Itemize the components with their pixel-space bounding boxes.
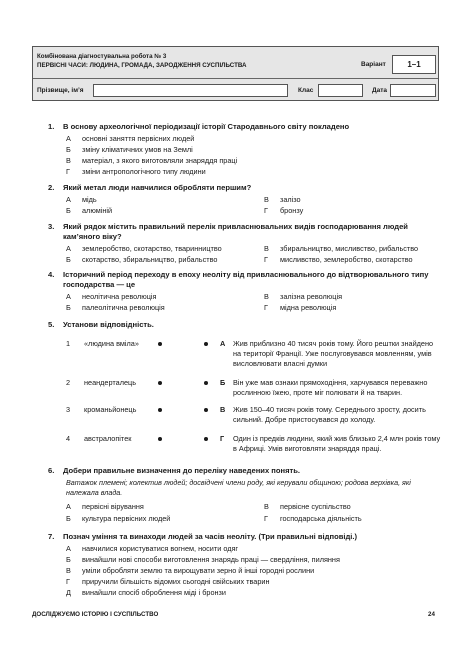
option-text: навчилися користуватися вогнем, носити одяг (82, 544, 239, 553)
option-letter: Б (66, 303, 71, 312)
match-right-description: Жив 150–40 тисяч років тому. Середнього зросту, досить сильний. Добре пристосувався до холоду. (233, 405, 426, 424)
concepts-list: Ватажок племені; колектив людей; досвідчені члени роду, які керували общиною; родова верхівка, які належала влада. (66, 478, 411, 497)
name-field[interactable] (93, 84, 288, 97)
match-right-dot[interactable] (204, 342, 208, 346)
option-letter: В (66, 156, 71, 165)
question-number: 5. (48, 320, 55, 329)
option-text: уміли обробляти землю та вирощувати зерно й інші городні рослини (82, 566, 315, 575)
match-left-dot[interactable] (158, 437, 162, 441)
match-right-description: Він уже мав ознаки прямоходіння, харчувався переважно рослинною їжею, проте міг полювати й на тварин. (233, 378, 428, 397)
question-text: Добери правильне визначення до переліку наведених понять. (63, 466, 301, 475)
option-letter: Г (66, 577, 70, 586)
option-text: бронзу (280, 206, 304, 215)
option-letter: А (66, 292, 71, 301)
option-text: неолітична революція (82, 292, 157, 301)
option-text: залізо (280, 195, 301, 204)
option-letter: Б (66, 514, 71, 523)
option-text: мідна революція (280, 303, 337, 312)
match-left-number: 1 (66, 339, 71, 348)
option-letter: Б (66, 555, 71, 564)
question-text: Який метал люди навчилися обробляти першим? (63, 183, 252, 192)
option-text: алюміній (82, 206, 113, 215)
worksheet-header (32, 46, 439, 101)
option-letter: Б (66, 255, 71, 264)
page-number: 24 (428, 611, 435, 618)
match-right-dot[interactable] (204, 408, 208, 412)
question-number: 2. (48, 183, 55, 192)
match-left-number: 2 (66, 378, 71, 387)
worksheet-title-line1: Комбінована діагностувальна робота № 3 (37, 53, 167, 60)
option-letter: Г (264, 255, 268, 264)
option-text: винайшли нові способи виготовлення знарядь праці — свердління, пиляння (82, 555, 340, 564)
question-text: В основу археологічної періодизації історії Стародавнього світу покладено (63, 122, 350, 131)
option-text: палеолітична революція (82, 303, 165, 312)
option-letter: А (66, 134, 71, 143)
option-letter: А (66, 244, 71, 253)
match-right-dot[interactable] (204, 437, 208, 441)
match-left-term: неандерталець (84, 378, 137, 387)
match-right-dot[interactable] (204, 381, 208, 385)
variant-value: 1–1 (392, 55, 436, 74)
option-letter: В (264, 502, 269, 511)
match-left-dot[interactable] (158, 342, 162, 346)
option-letter: А (66, 544, 71, 553)
option-text: збиральництво, мисливство, рибальство (280, 244, 419, 253)
worksheet-title-line2: ПЕРВІСНІ ЧАСИ: ЛЮДИНА, ГРОМАДА, ЗАРОДЖЕННЯ СУСПІЛЬСТВА (37, 61, 247, 69)
option-letter: В (264, 292, 269, 301)
match-right-letter: Г (220, 434, 225, 443)
match-left-dot[interactable] (158, 408, 162, 412)
question-text: Історичний період переходу в епоху неоліту від привласнювального до відтворювального типу господарства — це (63, 270, 429, 289)
option-letter: В (264, 195, 269, 204)
option-letter: Г (264, 514, 268, 523)
date-field[interactable] (390, 84, 436, 97)
match-left-term: австралопітек (84, 434, 132, 443)
option-text: мисливство, землеробство, скотарство (280, 255, 413, 264)
header-divider (33, 78, 438, 79)
match-left-term: «людина вміла» (84, 339, 139, 348)
match-left-dot[interactable] (158, 381, 162, 385)
match-right-letter: А (220, 339, 226, 348)
option-text: культура первісних людей (82, 514, 171, 523)
option-text: зміну кліматичних умов на Землі (82, 145, 193, 154)
option-text: залізна революція (280, 292, 343, 301)
option-text: матеріал, з якого виготовляли знаряддя праці (82, 156, 238, 165)
option-letter: Б (66, 206, 71, 215)
match-left-number: 3 (66, 405, 71, 414)
footer-book-title: ДОСЛІДЖУЄМО ІСТОРІЮ І СУСПІЛЬСТВО (32, 611, 159, 618)
match-right-letter: Б (220, 378, 226, 387)
question-text: Познач уміння та винаходи людей за часів неоліту. (Три правильні відповіді.) (63, 532, 358, 541)
match-left-term: кроманьйонець (84, 405, 137, 414)
question-number: 3. (48, 222, 55, 231)
option-letter: В (264, 244, 269, 253)
option-letter: Г (264, 303, 268, 312)
match-right-description: Один із предків людини, який жив близько 2,4 млн років тому в Африці. Умів виготовляти знаряддя праці. (233, 434, 441, 453)
option-text: скотарство, збиральництво, рибальство (82, 255, 218, 264)
option-text: мідь (82, 195, 97, 204)
option-letter: Г (264, 206, 268, 215)
option-letter: А (66, 502, 71, 511)
option-text: первісні вірування (82, 502, 144, 511)
class-label: Клас (298, 87, 314, 94)
option-text: землеробство, скотарство, тваринництво (82, 244, 222, 253)
option-letter: Б (66, 145, 71, 154)
option-text: приручили більшість відомих сьогодні свійських тварин (82, 577, 270, 586)
match-right-letter: В (220, 405, 226, 414)
variant-label: Варіант (361, 61, 386, 68)
question-text: Який рядок містить правильний перелік привласнювальних видів господарювання людей кам’яного віку? (63, 222, 408, 241)
option-letter: Г (66, 167, 70, 176)
question-number: 4. (48, 270, 55, 279)
date-label: Дата (372, 87, 388, 94)
question-number: 6. (48, 466, 55, 475)
option-text: первісне суспільство (280, 502, 351, 511)
option-text: зміни антропологічного типу людини (82, 167, 206, 176)
option-letter: А (66, 195, 71, 204)
name-label: Прізвище, ім’я (37, 87, 84, 94)
worksheet-title (37, 53, 247, 70)
match-right-description: Жив приблизно 40 тисяч років тому. Його рештки знайдено на території Франції. Уже послуговувався мовленням, умів висловлювати власні думки (233, 339, 434, 368)
question-number: 1. (48, 122, 55, 131)
question-text: Установи відповідність. (63, 320, 154, 329)
option-text: винайшли спосіб оброблення міді і бронзи (82, 588, 226, 597)
class-field[interactable] (318, 84, 363, 97)
option-letter: Д (66, 588, 71, 597)
option-text: господарська діяльність (280, 514, 362, 523)
question-number: 7. (48, 532, 55, 541)
option-letter: В (66, 566, 71, 575)
match-left-number: 4 (66, 434, 71, 443)
option-text: основні заняття первісних людей (82, 134, 195, 143)
